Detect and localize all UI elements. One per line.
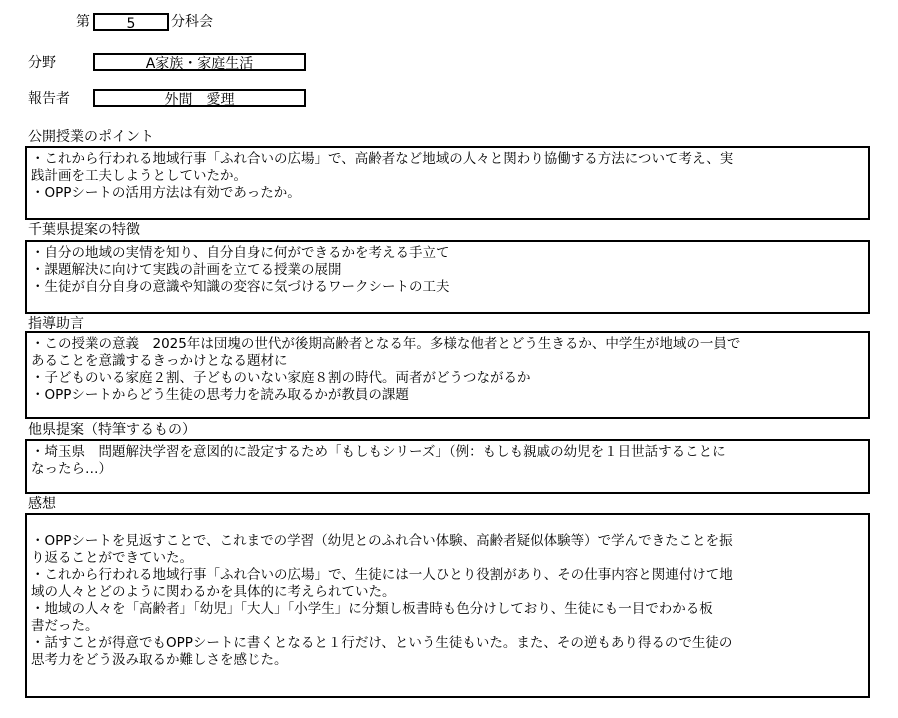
session-number-prefix: 第: [76, 14, 90, 30]
text-line: ・この授業の意義 2025年は団塊の世代が後期高齢者となる年。多様な他者とどう生きるか、中学生が地域の一員で: [31, 336, 741, 352]
field-value-box: A家族・家庭生活: [93, 53, 306, 71]
text-line: ・地域の人々を「高齢者」「幼児」「大人」「小学生」に分類し板書時も色分けしており、生徒にも一目でわかる板: [31, 601, 713, 617]
section-box-impressions: [25, 513, 870, 698]
section-title-chiba-proposal: 千葉県提案の特徴: [28, 222, 140, 238]
text-line: ・課題解決に向けて実践の計画を立てる授業の展開: [31, 262, 342, 278]
text-line: あることを意識するきっかけとなる題材に: [31, 353, 288, 369]
section-title-other-prefectures: 他県提案（特筆するもの）: [28, 422, 196, 438]
session-number-suffix: 分科会: [171, 14, 213, 30]
section-box-guidance: [25, 331, 870, 419]
text-line: ・OPPシートを見返すことで、これまでの学習（幼児とのふれ合い体験、高齢者疑似体験等）で学んできたことを振: [31, 533, 733, 549]
reporter-label: 報告者: [28, 91, 70, 107]
section-title-impressions: 感想: [28, 496, 56, 512]
text-line: ・埼玉県 問題解決学習を意図的に設定するため「もしもシリーズ」（例：もしも親戚の幼児を１日世話することに: [31, 444, 726, 460]
section-title-guidance: 指導助言: [28, 316, 84, 332]
text-line: 践計画を工夫しようとしていたか。: [31, 168, 247, 184]
reporter-value-box: 外間 愛理: [93, 89, 306, 107]
text-line: ・これから行われる地域行事「ふれ合いの広場」で、生徒には一人ひとり役割があり、その仕事内容と関連付けて地: [31, 567, 733, 583]
section-box-open-lesson: [25, 146, 870, 220]
text-line: ・話すことが得意でもOPPシートに書くとなると１行だけ、という生徒もいた。また、その逆もあり得るので生徒の: [31, 635, 733, 651]
session-number-field: 5: [93, 13, 169, 31]
section-box-other-prefectures: [25, 439, 870, 494]
text-line: ・これから行われる地域行事「ふれ合いの広場」で、高齢者など地域の人々と関わり協働する方法について考え、実: [31, 151, 734, 167]
text-line: ・子どものいる家庭２割、子どものいない家庭８割の時代。両者がどうつながるか: [31, 370, 531, 386]
section-box-chiba-proposal: [25, 240, 870, 314]
text-line: ・OPPシートの活用方法は有効であったか。: [31, 185, 301, 201]
text-line: ・生徒が自分自身の意識や知識の変容に気づけるワークシートの工夫: [31, 279, 450, 295]
field-label: 分野: [28, 55, 56, 71]
section-title-open-lesson: 公開授業のポイント: [28, 129, 154, 145]
text-line: ・OPPシートからどう生徒の思考力を読み取るかが教員の課題: [31, 387, 409, 403]
text-line: なったら…）: [31, 461, 112, 477]
text-line: 思考力をどう汲み取るか難しさを感じた。: [31, 652, 288, 668]
text-line: り返ることができていた。: [31, 550, 193, 566]
text-line: ・自分の地域の実情を知り、自分自身に何ができるかを考える手立て: [31, 245, 450, 261]
text-line: 書だった。: [31, 618, 99, 634]
text-line: 域の人々とどのように関わるかを具体的に考えられていた。: [31, 584, 396, 600]
